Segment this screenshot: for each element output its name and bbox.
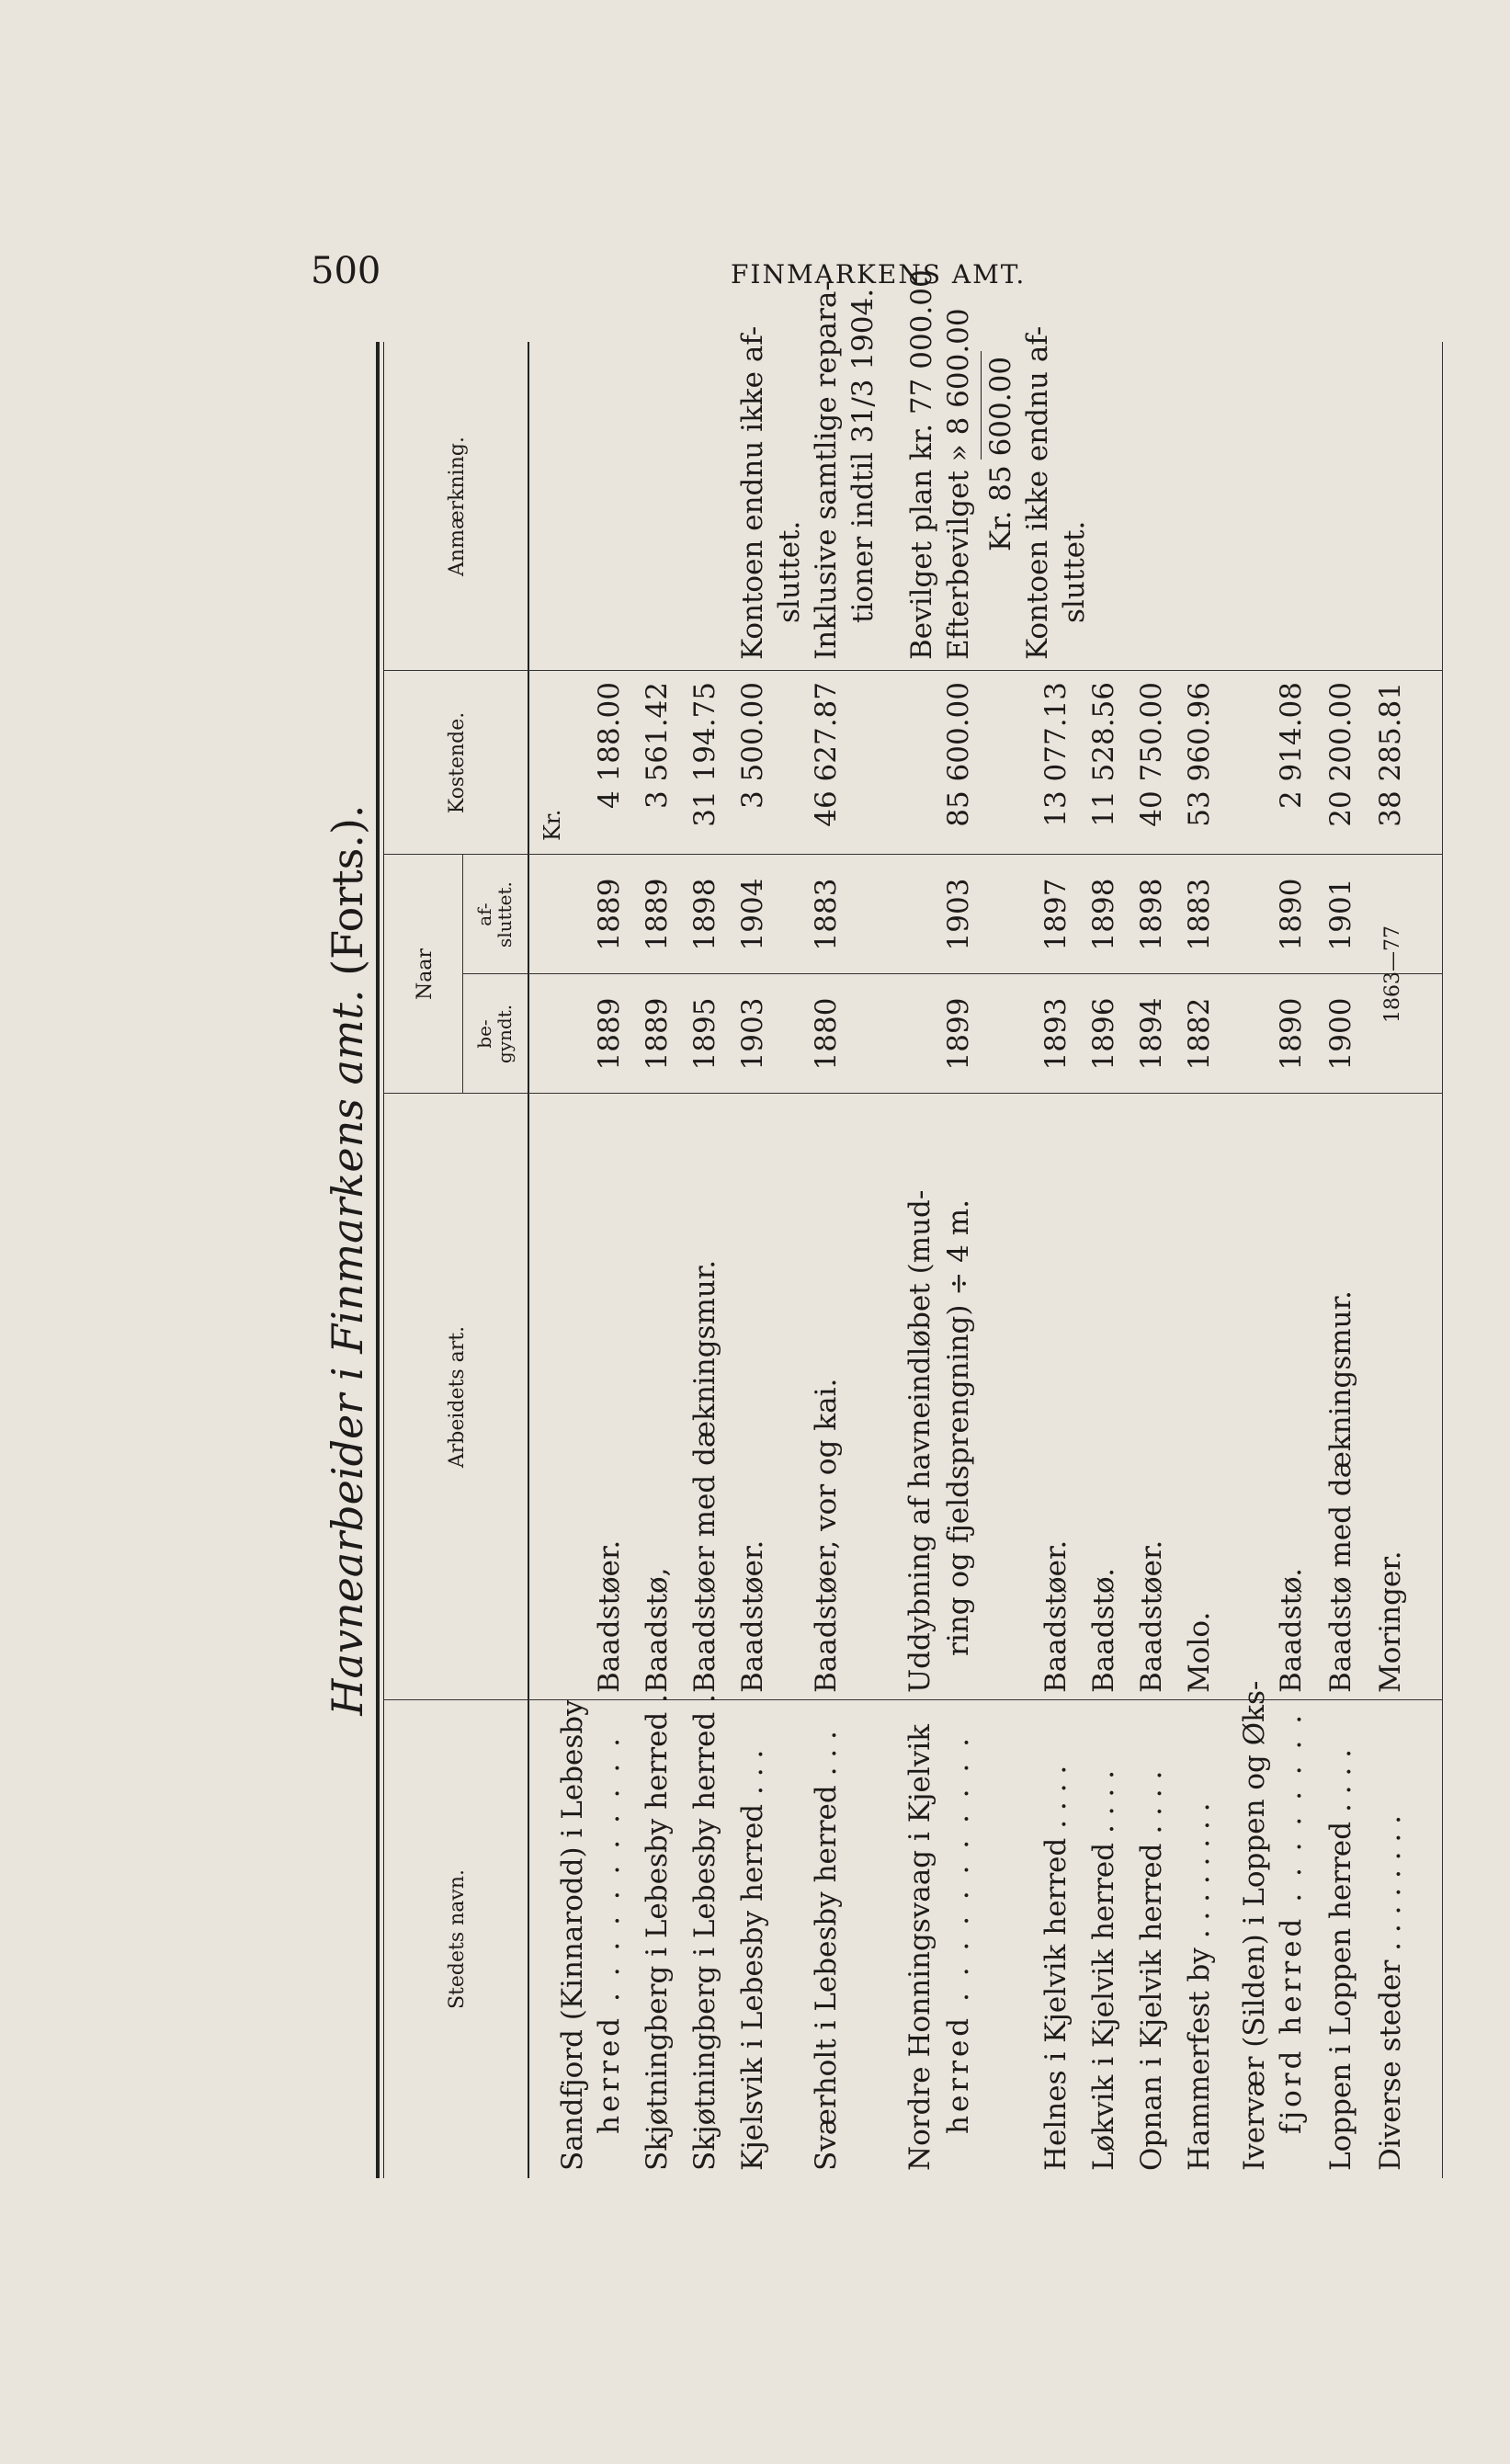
row-sted: Sandfjord (Kinnarodd) i Lebesby (556, 1699, 589, 2171)
row-afsluttet: 1903 (942, 878, 975, 951)
header-anmaerkning: Anmærkning. (445, 437, 469, 576)
row-kostende: 13 077.13 (1039, 682, 1073, 827)
col-divider (383, 670, 1442, 671)
row-begyndt: 1903 (736, 997, 769, 1071)
row-begyndt: 1894 (1135, 997, 1168, 1071)
row-afsluttet: 1883 (810, 878, 843, 951)
row-kostende: 40 750.00 (1135, 682, 1168, 827)
row-kostende: 2 914.08 (1275, 682, 1308, 810)
running-head: FINMARKENS AMT. (731, 259, 1027, 290)
row-anm: Inklusive samtlige repara- (810, 281, 843, 660)
row-anm: Bevilget plan kr. 77 000.00 (905, 269, 938, 660)
row-kostende: 4 188.00 (593, 682, 626, 810)
row-sted: Helnes i Kjelvik herred . . . . (1039, 1765, 1073, 2171)
row-begyndt: 1896 (1087, 997, 1120, 1071)
row-sted-cont: herred . . . . . . . . . . . (593, 1734, 626, 2134)
row-afsluttet: 1898 (1135, 878, 1168, 951)
page-number: 500 (311, 250, 381, 292)
row-afsluttet: 1904 (736, 878, 769, 951)
row-anm: Efterbevilget » 8 600.00 (942, 308, 975, 660)
row-anm: sluttet. (773, 520, 806, 623)
row-art: Baadstø. (1087, 1568, 1120, 1693)
row-begyndt: 1890 (1275, 997, 1308, 1071)
header-rule (528, 342, 529, 2178)
header-kostende: Kostende. (445, 711, 469, 814)
row-sted: Hammerfest by . . . . . . . . (1183, 1802, 1216, 2171)
row-kostende: 20 200.00 (1324, 682, 1357, 827)
row-sted: Skjøtningberg i Lebesby herred . (688, 1693, 721, 2171)
row-kostende: 38 285.81 (1374, 682, 1407, 827)
row-afsluttet: 1890 (1275, 878, 1308, 951)
row-art: Baadstø med dækningsmur. (1324, 1290, 1357, 1693)
header-arbeidets-art: Arbeidets art. (445, 1325, 469, 1469)
row-sted: Skjøtningberg i Lebesby herred . (641, 1693, 674, 2171)
row-sted: Loppen i Loppen herred . . . . (1324, 1749, 1357, 2171)
row-kostende: 53 960.96 (1183, 682, 1216, 827)
row-begyndt: 1899 (942, 997, 975, 1071)
row-kostende: 3 561.42 (641, 682, 674, 810)
row-afsluttet: 1898 (688, 878, 721, 951)
row-sted-cont: fjord herred . . . . . . . . (1275, 1710, 1308, 2134)
rotated-table (306, 269, 1473, 2178)
currency-label: Kr. (539, 809, 565, 841)
row-sted: Diverse steder . . . . . . . . (1374, 1815, 1407, 2171)
row-afsluttet: 1889 (641, 878, 674, 951)
row-art: Baadstøer. (1135, 1539, 1168, 1693)
row-kostende: 85 600.00 (942, 682, 975, 827)
row-sted: Nordre Honningsvaag i Kjelvik (903, 1724, 937, 2171)
row-begyndt: 1889 (641, 997, 674, 1071)
row-anm: Kontoen ikke endnu af- (1021, 325, 1054, 660)
header-naar: Naar (413, 948, 437, 1000)
row-anm-sum: Kr. 85 600.00 (984, 356, 1017, 551)
row-kostende: 3 500.00 (736, 682, 769, 810)
row-kostende: 46 627.87 (810, 682, 843, 827)
row-afsluttet: 1901 (1324, 878, 1357, 951)
row-begyndt: 1882 (1183, 997, 1216, 1071)
header-begyndt: be- gyndt. (473, 1004, 516, 1064)
row-art: Uddybning af havneindløbet (mud- (903, 1189, 937, 1693)
row-afsluttet: 1898 (1087, 878, 1120, 951)
row-begyndt: 1889 (593, 997, 626, 1071)
row-begyndt: 1863—77 (1381, 925, 1404, 1023)
row-art: Baadstø. (1275, 1568, 1308, 1693)
row-begyndt: 1893 (1039, 997, 1073, 1071)
row-begyndt: 1900 (1324, 997, 1357, 1071)
row-sted: Ivervær (Silden) i Loppen og Øks- (1238, 1680, 1271, 2171)
row-art: Baadstøer, vor og kai. (810, 1378, 843, 1693)
row-art: Baadstø, (641, 1567, 674, 1693)
table-title-forts: (Forts.). (323, 804, 372, 976)
header-afsluttet: af- sluttet. (473, 881, 516, 948)
row-sted-cont: herred . . . . . . . . . . . (942, 1734, 975, 2134)
row-sted: Løkvik i Kjelvik herred . . . . (1087, 1770, 1120, 2171)
header-stedets-navn: Stedets navn. (445, 1868, 469, 2010)
row-afsluttet: 1897 (1039, 878, 1073, 951)
row-sted: Kjelsvik i Lebesby herred . . . (736, 1749, 769, 2171)
row-art: Baadstøer med dækningsmur. (688, 1259, 721, 1693)
table-title-main: Havnearbeider i Finmarkens amt. (323, 989, 372, 1716)
row-afsluttet: 1889 (593, 878, 626, 951)
row-sted: Sværholt i Lebesby herred . . . (810, 1731, 843, 2171)
row-art: Moringer. (1374, 1550, 1407, 1693)
col-divider (383, 1699, 1442, 1700)
row-anm: sluttet. (1058, 520, 1091, 623)
sum-rule (981, 351, 982, 460)
row-art: Molo. (1183, 1611, 1216, 1693)
row-art: Baadstøer. (736, 1539, 769, 1693)
row-art-cont: ring og fjeldsprengning) ÷ 4 m. (942, 1199, 975, 1656)
row-kostende: 11 528.56 (1087, 682, 1120, 827)
row-art: Baadstøer. (593, 1539, 626, 1693)
top-rule (376, 342, 380, 2178)
row-afsluttet: 1883 (1183, 878, 1216, 951)
top-rule-thin (383, 342, 384, 2178)
bottom-rule (1442, 342, 1443, 2178)
row-anm: tioner indtil 31/3 1904. (846, 288, 880, 623)
row-kostende: 31 194.75 (688, 682, 721, 827)
row-art: Baadstøer. (1039, 1539, 1073, 1693)
row-sted: Opnan i Kjelvik herred . . . . (1135, 1770, 1168, 2171)
row-begyndt: 1880 (810, 997, 843, 1071)
row-begyndt: 1895 (688, 997, 721, 1071)
row-anm: Kontoen endnu ikke af- (736, 325, 769, 660)
